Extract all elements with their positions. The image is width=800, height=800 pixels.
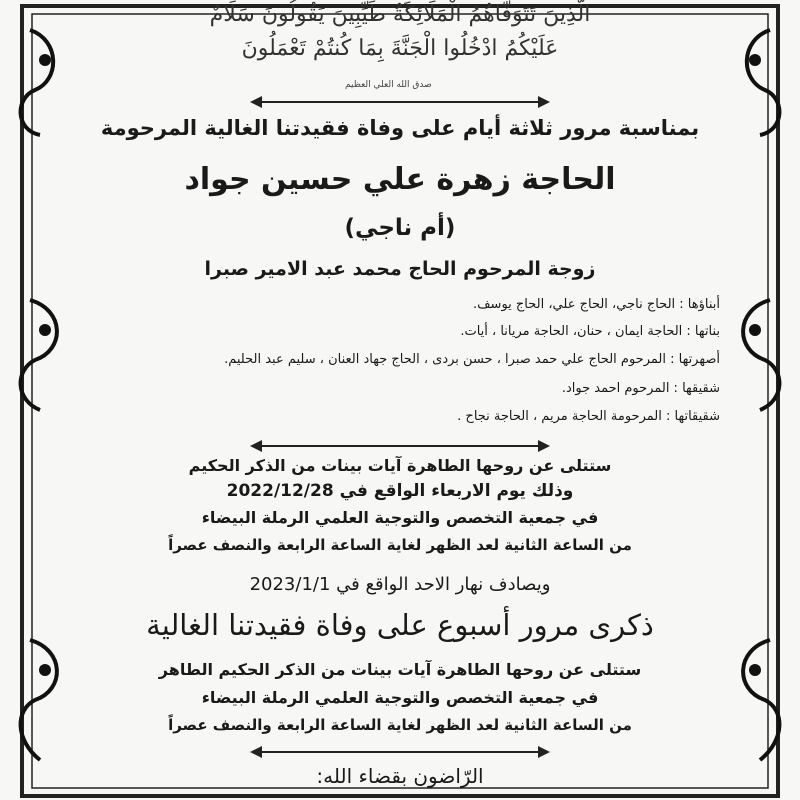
- relatives-sons: أبناؤها : الحاج ناجي، الحاج علي، الحاج يوسف.: [472, 297, 720, 312]
- week-line-2: في جمعية التخصص والتوجية العلمي الرملة البيضاء: [201, 688, 599, 707]
- verse-signoff: صدق الله العلي العظيم: [345, 80, 432, 90]
- week-date-line: ويصادف نهار الاحد الواقع في 2023/1/1: [249, 574, 551, 595]
- relatives-brother: شقيقها : المرحوم احمد جواد.: [561, 381, 720, 396]
- deceased-name: الحاجة زهرة علي حسين جواد: [184, 162, 616, 197]
- verse-line-2: عَلَيْكُمُ ادْخُلُوا الْجَنَّةَ بِمَا كُنتُمْ تَعْمَلُونَ: [241, 36, 559, 61]
- week-title: ذكرى مرور أسبوع على وفاة فقيدتنا الغالية: [146, 608, 654, 642]
- divider-ornament: [250, 438, 550, 454]
- spouse-line: زوجة المرحوم الحاج محمد عبد الامير صبرا: [204, 258, 596, 280]
- divider-ornament: [250, 744, 550, 760]
- relatives-in-laws: أصهرتها : المرحوم الحاج علي حمد صبرا ، حسن بردى ، الحاج جهاد العنان ، سليم عبد الحليم.: [224, 352, 720, 367]
- third-day-line-1: ستتلى عن روحها الطاهرة آيات بينات من الذكر الحكيم: [188, 456, 612, 475]
- third-day-line-4: من الساعة الثانية لعد الظهر لغاية الساعة الرابعة والنصف عصراً: [168, 536, 632, 554]
- third-day-line-2: وذلك يوم الاربعاء الواقع في 2022/12/28: [226, 481, 574, 501]
- occasion-line: بمناسبة مرور ثلاثة أيام على وفاة فقيدتنا الغالية المرحومة: [100, 116, 700, 140]
- relatives-daughters: بناتها : الحاجة ايمان ، حنان، الحاجة مريانا ، أيات.: [460, 324, 720, 339]
- third-day-line-3: في جمعية التخصص والتوجية العلمي الرملة البيضاء: [201, 508, 599, 527]
- right-scroll-ornament: [743, 30, 779, 760]
- relatives-sisters: شقيقاتها : المرحومة الحاجة مريم ، الحاجة نجاح .: [457, 409, 720, 424]
- verse-line-1: الَّذِينَ تَتَوَفَّاهُمُ الْمَلَائِكَةُ طَيِّبِينَ يَقُولُونَ سَلَامٌ: [209, 2, 591, 27]
- deceased-kunya: (أم ناجي): [344, 215, 456, 241]
- left-scroll-ornament: [21, 30, 57, 760]
- week-line-1: ستتلى عن روحها الطاهرة آيات بينات من الذكر الحكيم الطاهر: [158, 660, 642, 679]
- divider-ornament: [250, 94, 550, 110]
- week-line-3: من الساعة الثانية لعد الظهر لغاية الساعة الرابعة والنصف عصراً: [168, 716, 632, 734]
- closing-line: الرّاضون بقضاء الله:: [316, 764, 484, 788]
